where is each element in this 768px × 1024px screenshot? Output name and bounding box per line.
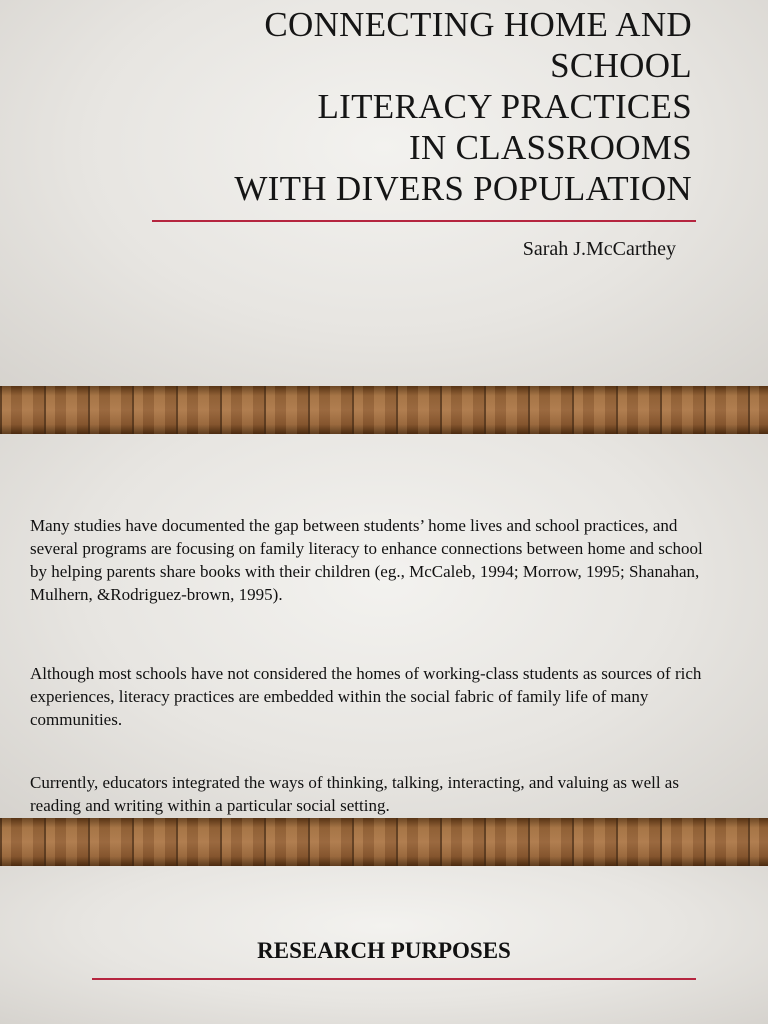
title-line: LITERACY PRACTICES xyxy=(317,87,692,126)
title-slide xyxy=(0,0,768,386)
title-line: SCHOOL xyxy=(550,46,692,85)
title-line: IN CLASSROOMS xyxy=(409,128,692,167)
wood-floor-divider xyxy=(0,386,768,434)
body-paragraph: Many studies have documented the gap between students’ home lives and school practices, and several programs are focusing on family literacy to enhance connections between home and school by helping parents share books with their children (eg., McCaleb, 1994; Morrow, 1995; Shanahan, Mulhern, &Rodriguez-brown, 1995). xyxy=(30,516,703,604)
content-slide xyxy=(0,434,768,818)
author-name: Sarah J.McCarthey xyxy=(522,238,676,260)
body-paragraph: Currently, educators integrated the ways of thinking, talking, interacting, and valuing as well as reading and writing within a particular social setting. xyxy=(30,773,679,815)
heading-underline xyxy=(92,978,696,980)
title-line: WITH DIVERS POPULATION xyxy=(234,169,692,208)
slide-title xyxy=(92,4,692,209)
body-paragraph: Although most schools have not considered the homes of working-class students as sources of rich experiences, literacy practices are embedded within the social fabric of family life of many communities. xyxy=(30,664,702,729)
section-slide xyxy=(0,866,768,1024)
title-underline xyxy=(152,220,696,222)
wood-floor-divider xyxy=(0,818,768,866)
title-line: CONNECTING HOME AND xyxy=(264,5,692,44)
section-heading: RESEARCH PURPOSES xyxy=(257,938,511,963)
